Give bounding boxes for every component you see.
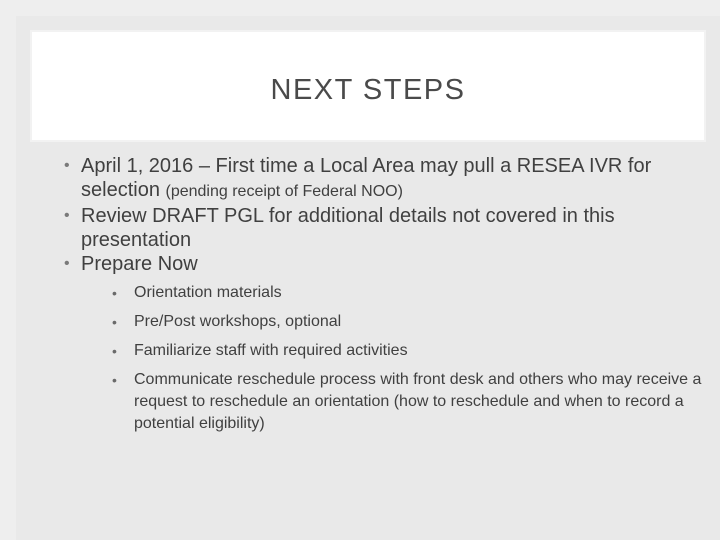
slide — [16, 16, 720, 540]
bullet-icon: • — [64, 255, 70, 272]
sub-bullet-item — [81, 282, 706, 304]
sub-bullet-item — [81, 340, 706, 362]
sub-bullet-icon: • — [112, 372, 117, 388]
slide-body — [56, 154, 706, 442]
bullet-text: Review DRAFT PGL for additional details not covered in this presentation — [81, 205, 615, 251]
bullet-note: (pending receipt of Federal NOO) — [165, 183, 403, 200]
sub-bullet-item — [81, 369, 706, 435]
sub-bullet-icon: • — [112, 314, 117, 330]
sub-bullet-text: Communicate reschedule process with front desk and others who may receive a request to reschedule an orientation (how to reschedule and when to record a potential eligibility) — [134, 371, 702, 432]
sub-bullet-text: Pre/Post workshops, optional — [134, 313, 342, 330]
bullet-list — [56, 154, 706, 435]
sub-bullet-text: Familiarize staff with required activities — [134, 342, 408, 359]
slide-title: NEXT STEPS — [270, 74, 466, 106]
bullet-icon: • — [64, 157, 70, 174]
sub-bullet-icon: • — [112, 285, 117, 301]
title-box — [30, 30, 706, 142]
sub-bullet-text: Orientation materials — [134, 284, 282, 301]
bullet-item — [56, 252, 706, 435]
bullet-item — [56, 204, 706, 252]
bullet-item — [56, 154, 706, 204]
sub-bullet-list — [81, 282, 706, 435]
sub-bullet-item — [81, 311, 706, 333]
bullet-text: Prepare Now — [81, 253, 198, 275]
bullet-icon: • — [64, 207, 70, 224]
sub-bullet-icon: • — [112, 343, 117, 359]
bullet-text: April 1, 2016 – First time a Local Area may pull a RESEA IVR for selection — [81, 155, 652, 201]
